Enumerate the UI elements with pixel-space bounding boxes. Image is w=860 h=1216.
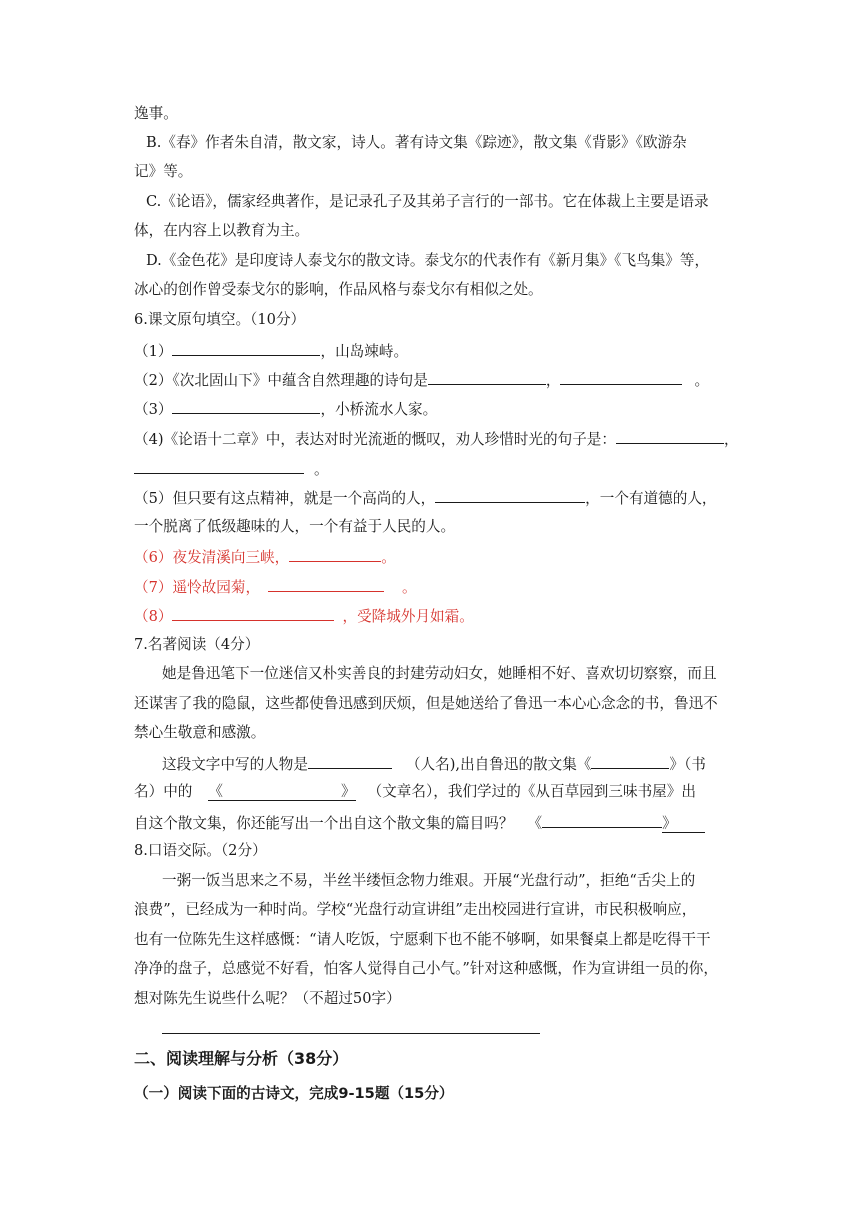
q7-fill-3-prefix: 自这个散文集，你还能写出一个出自这个散文集的篇目吗？ [134, 815, 514, 832]
q7-fill-line-2 [134, 782, 696, 802]
q6-item-2-end: 。 [694, 372, 710, 389]
q8-passage-line-3: 也有一位陈先生这样感慨：“请人吃饭，宁愿剩下也不能不够啊，如果餐桌上都是吃得干干 [134, 931, 711, 948]
q6-item-5-prefix: （5）但只要有这点精神，就是一个高尚的人， [134, 490, 436, 507]
q6-blank-1[interactable] [172, 340, 320, 356]
q8-passage-line-1: 一粥一饭当思来之不易，半丝半缕恒念物力维艰。开展“光盘行动”，拒绝“舌尖上的 [162, 872, 696, 889]
q6-item-2-comma: ， [545, 372, 561, 389]
q6-item-6-end: 。 [381, 549, 396, 566]
q8-title: 8.口语交际。（2分） [134, 842, 267, 859]
q7-fill-1-prefix: 这段文字中写的人物是 [162, 756, 308, 773]
q6-blank-8[interactable] [172, 605, 334, 621]
q6-item-1-suffix: ，山岛竦峙。 [320, 343, 409, 360]
q8-passage-line-4: 净净的盘子，总感觉不好看，怕客人觉得自己小气。”针对这种感慨，作为宣讲组一员的你， [134, 960, 718, 977]
q5-option-d-tail: 冰心的创作曾受泰戈尔的影响，作品风格与泰戈尔有相似之处。 [134, 281, 543, 298]
q7-fill-line-1 [162, 753, 706, 775]
q6-blank-6[interactable] [289, 546, 381, 562]
q6-blank-4a[interactable] [616, 428, 724, 444]
q7-blank-article[interactable] [208, 783, 355, 801]
q7-fill-1-mid: （人名),出自鲁迅的散文集《 [405, 756, 592, 773]
q5-option-d: D.《金色花》是印度诗人泰戈尔的散文诗。泰戈尔的代表作有《新月集》《飞鸟集》等， [146, 252, 710, 269]
q6-blank-2a[interactable] [428, 369, 546, 385]
q5-option-c: C.《论语》，儒家经典著作，是记录孔子及其弟子言行的一部书。它在体裁上主要是语录 [146, 193, 709, 210]
q6-title: 6.课文原句填空。（10分） [134, 311, 306, 328]
q6-item-6 [134, 546, 396, 568]
q7-blank-character[interactable] [308, 753, 392, 769]
q6-item-4-comma: ， [723, 431, 739, 448]
q7-blank-extra-title[interactable] [542, 812, 662, 828]
q6-item-8 [134, 605, 474, 627]
q6-item-7 [134, 576, 417, 598]
q6-item-1 [134, 340, 408, 362]
section-2-title: 二、阅读理解与分析（38分） [134, 1049, 349, 1068]
q6-item-8-prefix: （8） [134, 608, 173, 625]
q7-extra-open: 《 [527, 815, 543, 832]
q6-item-5-cont: 一个脱离了低级趣味的人，一个有益于人民的人。 [134, 518, 456, 535]
q8-passage-line-2: 浪费”，已经成为一种时尚。学校“光盘行动宣讲组”走出校园进行宣讲，市民积极响应， [134, 901, 697, 918]
q7-article-close: 》 [341, 783, 356, 800]
q5-option-a-tail: 逸事。 [134, 105, 178, 122]
q6-item-4-end: 。 [314, 461, 329, 478]
q6-item-2 [134, 369, 709, 391]
q7-passage-line-2: 还谋害了我的隐鼠，这些都使鲁迅感到厌烦，但是她送给了鲁迅一本心心念念的书，鲁迅不 [134, 695, 718, 712]
q6-item-3 [134, 398, 437, 420]
q6-item-5 [134, 487, 717, 509]
q7-fill-line-3 [134, 812, 705, 834]
q6-item-2-prefix: （2）《次北固山下》中蕴含自然理趣的诗句是 [134, 372, 428, 389]
q6-item-8-suffix: ，受降城外月如霜。 [342, 608, 474, 625]
q7-blank-collection[interactable] [591, 753, 669, 769]
q8-passage-line-5: 想对陈先生说些什么呢？（不超过50字） [134, 990, 401, 1007]
q6-item-5-suffix: ，一个有道德的人， [585, 490, 717, 507]
q7-extra-close: 》 [662, 815, 705, 833]
q6-item-7-end: 。 [402, 579, 417, 596]
q6-item-4 [134, 428, 739, 450]
q5-option-c-tail: 体，在内容上以教育为主。 [134, 222, 310, 239]
q6-blank-2b[interactable] [560, 369, 682, 385]
q7-fill-1-close: 》（书 [669, 756, 706, 773]
q6-item-3-suffix: ，小桥流水人家。 [320, 401, 438, 418]
q7-title: 7.名著阅读（4分） [134, 636, 260, 653]
q5-option-b-tail: 记》等。 [134, 163, 193, 180]
q7-fill-2-suffix: （文章名），我们学过的《从百草园到三味书屋》出 [367, 783, 696, 800]
q7-passage-line-3: 禁心生敬意和感激。 [134, 724, 266, 741]
q5-option-b: B.《春》作者朱自清，散文家，诗人。著有诗文集《踪迹》，散文集《背影》《欧游杂 [146, 134, 687, 151]
q6-item-6-prefix: （6）夜发清溪向三峡， [134, 549, 290, 566]
q8-answer-line[interactable] [162, 1033, 540, 1034]
q6-blank-7[interactable] [268, 576, 384, 592]
section-2-subtitle: （一）阅读下面的古诗文，完成9-15题（15分） [134, 1085, 454, 1102]
q6-item-4-prefix: （4)《论语十二章》中，表达对时光流逝的慨叹，劝人珍惜时光的句子是： [134, 431, 616, 448]
q7-fill-2-prefix: 名）中的 [134, 783, 193, 800]
q6-blank-3[interactable] [172, 398, 320, 414]
q6-item-7-prefix: （7）遥怜故园菊， [134, 579, 261, 596]
q7-passage-line-1: 她是鲁迅笔下一位迷信又朴实善良的封建劳动妇女，她睡相不好、喜欢切切察察，而且 [162, 665, 717, 682]
q7-article-open: 《 [208, 783, 223, 800]
q6-item-4-cont [134, 458, 329, 480]
q6-blank-5[interactable] [435, 487, 585, 503]
q6-item-3-prefix: （3） [134, 401, 173, 418]
q6-item-1-prefix: （1） [134, 343, 173, 360]
q6-blank-4b[interactable] [134, 458, 304, 474]
